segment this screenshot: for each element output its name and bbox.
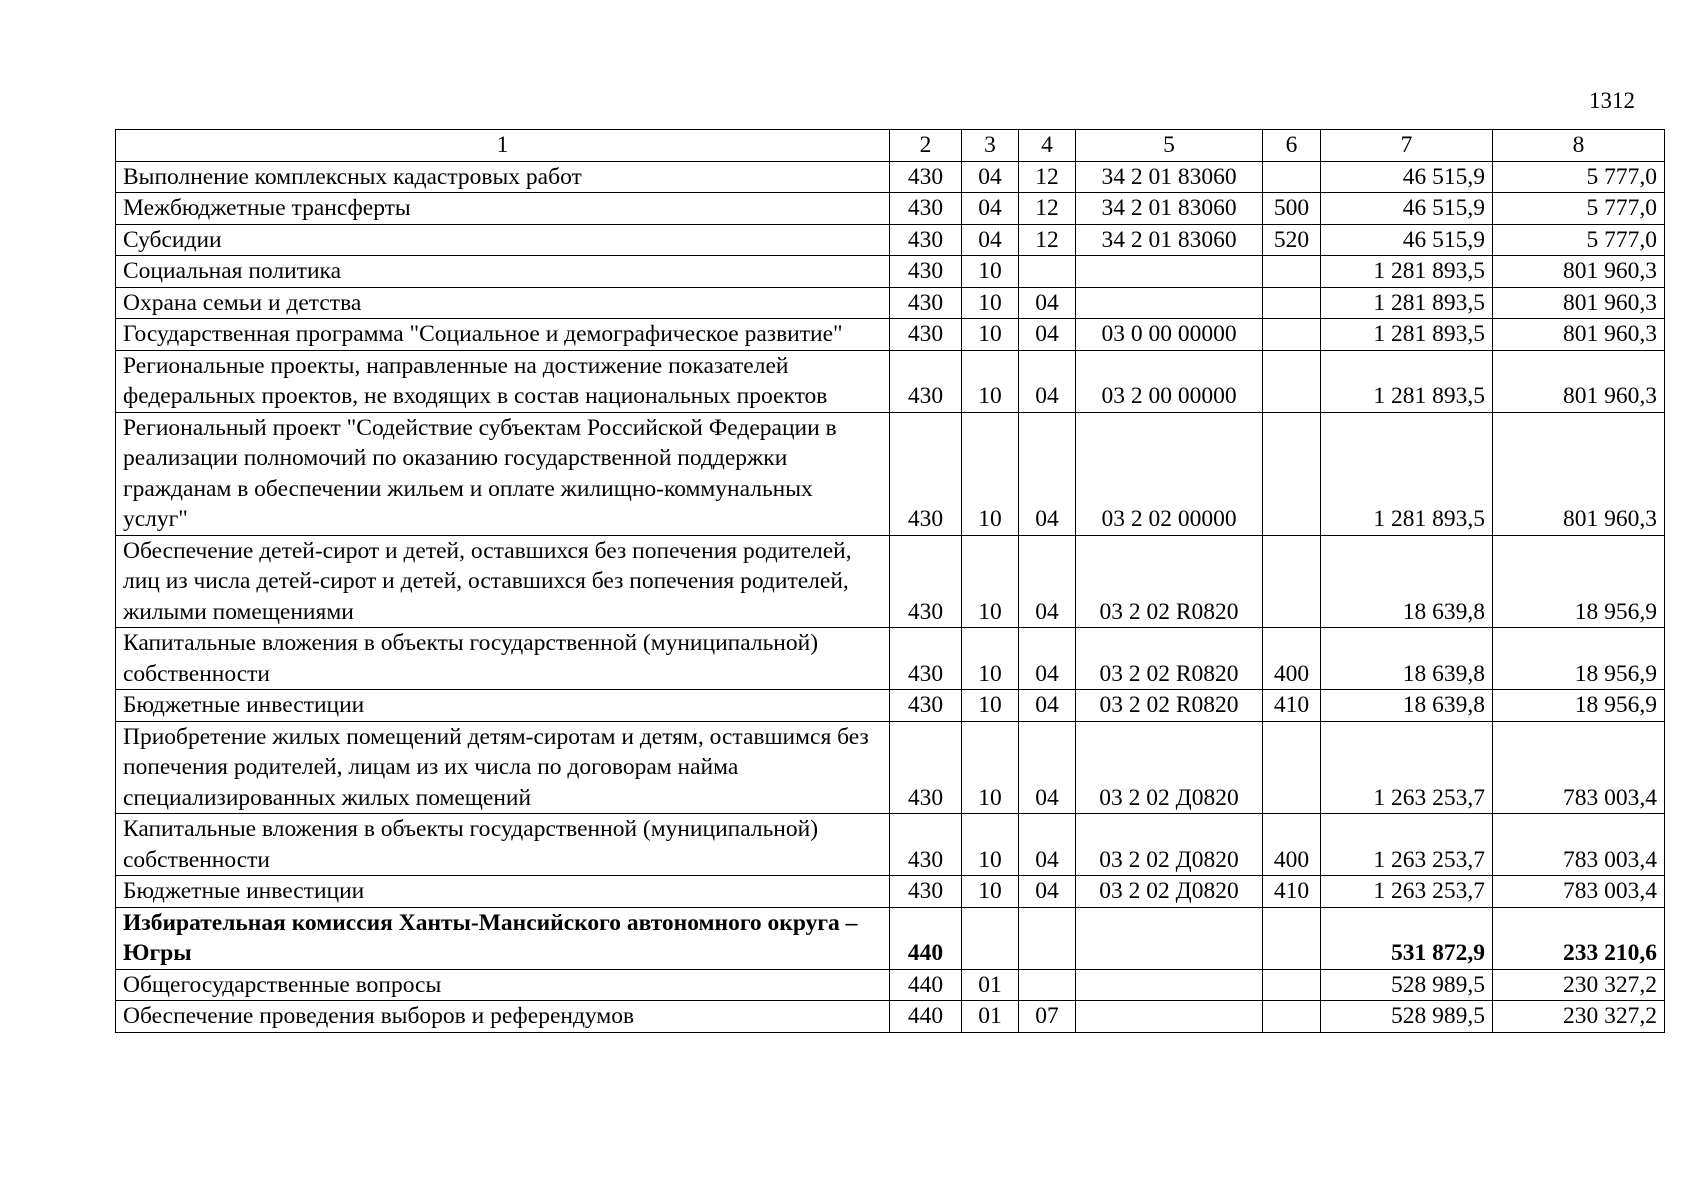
row-name-cell: Избирательная комиссия Ханты-Мансийского автономного округа – Югры [116, 907, 890, 969]
table-row [116, 350, 1665, 412]
row-subsection-cell: 04 [1019, 287, 1076, 319]
row-target-article-cell: 03 2 02 00000 [1076, 412, 1263, 535]
row-section-cell: 04 [962, 193, 1019, 225]
row-section-cell: 10 [962, 350, 1019, 412]
row-subsection-cell: 07 [1019, 1001, 1076, 1033]
row-amount-col7-cell: 46 515,9 [1321, 224, 1493, 256]
budget-table [115, 129, 1665, 1033]
column-header-1: 1 [116, 130, 890, 162]
row-amount-col7-cell: 18 639,8 [1321, 628, 1493, 690]
row-amount-col7-cell: 528 989,5 [1321, 969, 1493, 1001]
row-amount-col7-cell: 1 281 893,5 [1321, 350, 1493, 412]
row-expense-type-cell [1263, 256, 1321, 288]
row-ministry-code-cell: 430 [890, 721, 962, 814]
row-ministry-code-cell: 430 [890, 628, 962, 690]
row-expense-type-cell: 410 [1263, 876, 1321, 908]
row-subsection-cell: 12 [1019, 193, 1076, 225]
row-ministry-code-cell: 430 [890, 319, 962, 351]
row-expense-type-cell [1263, 350, 1321, 412]
row-amount-col8-cell: 18 956,9 [1493, 535, 1665, 628]
row-amount-col7-cell: 1 263 253,7 [1321, 814, 1493, 876]
table-row [116, 412, 1665, 535]
row-subsection-cell: 12 [1019, 161, 1076, 193]
row-amount-col7-cell: 1 281 893,5 [1321, 319, 1493, 351]
row-subsection-cell [1019, 969, 1076, 1001]
row-subsection-cell [1019, 907, 1076, 969]
table-row [116, 628, 1665, 690]
table-row [116, 287, 1665, 319]
row-ministry-code-cell: 430 [890, 535, 962, 628]
row-amount-col8-cell: 783 003,4 [1493, 876, 1665, 908]
row-subsection-cell: 04 [1019, 535, 1076, 628]
row-amount-col8-cell: 233 210,6 [1493, 907, 1665, 969]
row-ministry-code-cell: 430 [890, 256, 962, 288]
row-subsection-cell: 04 [1019, 721, 1076, 814]
table-row [116, 1001, 1665, 1033]
row-name-cell: Обеспечение детей-сирот и детей, оставшихся без попечения родителей, лиц из числа детей-сирот и детей, оставшихся без попечения родителей, жилыми помещениями [116, 535, 890, 628]
table-row [116, 721, 1665, 814]
row-expense-type-cell: 400 [1263, 814, 1321, 876]
row-target-article-cell: 03 0 00 00000 [1076, 319, 1263, 351]
row-subsection-cell: 12 [1019, 224, 1076, 256]
column-header-3: 3 [962, 130, 1019, 162]
row-ministry-code-cell: 430 [890, 876, 962, 908]
row-subsection-cell: 04 [1019, 876, 1076, 908]
table-row [116, 193, 1665, 225]
row-ministry-code-cell: 440 [890, 1001, 962, 1033]
row-amount-col8-cell: 5 777,0 [1493, 161, 1665, 193]
row-ministry-code-cell: 440 [890, 969, 962, 1001]
row-name-cell: Капитальные вложения в объекты государственной (муниципальной) собственности [116, 628, 890, 690]
row-amount-col8-cell: 5 777,0 [1493, 193, 1665, 225]
row-name-cell: Бюджетные инвестиции [116, 876, 890, 908]
row-section-cell: 10 [962, 319, 1019, 351]
row-name-cell: Охрана семьи и детства [116, 287, 890, 319]
row-amount-col8-cell: 783 003,4 [1493, 814, 1665, 876]
row-amount-col7-cell: 528 989,5 [1321, 1001, 1493, 1033]
table-row [116, 814, 1665, 876]
row-amount-col8-cell: 801 960,3 [1493, 256, 1665, 288]
column-header-7: 7 [1321, 130, 1493, 162]
row-name-cell: Субсидии [116, 224, 890, 256]
row-name-cell: Социальная политика [116, 256, 890, 288]
row-amount-col8-cell: 801 960,3 [1493, 350, 1665, 412]
table-row [116, 535, 1665, 628]
row-section-cell: 10 [962, 535, 1019, 628]
row-target-article-cell: 34 2 01 83060 [1076, 224, 1263, 256]
table-row [116, 876, 1665, 908]
table-row [116, 256, 1665, 288]
row-amount-col7-cell: 1 281 893,5 [1321, 412, 1493, 535]
row-ministry-code-cell: 430 [890, 814, 962, 876]
row-section-cell: 10 [962, 876, 1019, 908]
row-target-article-cell [1076, 907, 1263, 969]
row-section-cell: 04 [962, 161, 1019, 193]
row-target-article-cell: 03 2 02 Д0820 [1076, 721, 1263, 814]
row-name-cell: Обеспечение проведения выборов и референдумов [116, 1001, 890, 1033]
row-target-article-cell: 03 2 02 R0820 [1076, 628, 1263, 690]
row-ministry-code-cell: 430 [890, 412, 962, 535]
row-expense-type-cell [1263, 907, 1321, 969]
row-amount-col8-cell: 5 777,0 [1493, 224, 1665, 256]
row-name-cell: Региональный проект "Содействие субъектам Российской Федерации в реализации полномочий по оказанию государственной поддержки гражданам в обеспечении жильем и оплате жилищно-коммунальных услуг" [116, 412, 890, 535]
table-row [116, 969, 1665, 1001]
row-expense-type-cell: 520 [1263, 224, 1321, 256]
table-row [116, 907, 1665, 969]
row-section-cell: 10 [962, 628, 1019, 690]
row-name-cell: Приобретение жилых помещений детям-сиротам и детям, оставшимся без попечения родителей, лицам из их числа по договорам найма специализированных жилых помещений [116, 721, 890, 814]
table-header-row [116, 130, 1665, 162]
row-expense-type-cell [1263, 535, 1321, 628]
row-section-cell: 04 [962, 224, 1019, 256]
row-target-article-cell: 34 2 01 83060 [1076, 193, 1263, 225]
row-section-cell: 10 [962, 256, 1019, 288]
row-amount-col8-cell: 783 003,4 [1493, 721, 1665, 814]
row-target-article-cell: 03 2 02 R0820 [1076, 690, 1263, 722]
row-ministry-code-cell: 430 [890, 287, 962, 319]
row-name-cell: Государственная программа "Социальное и демографическое развитие" [116, 319, 890, 351]
row-subsection-cell: 04 [1019, 690, 1076, 722]
row-amount-col7-cell: 1 281 893,5 [1321, 287, 1493, 319]
row-name-cell: Региональные проекты, направленные на достижение показателей федеральных проектов, не входящих в состав национальных проектов [116, 350, 890, 412]
row-ministry-code-cell: 440 [890, 907, 962, 969]
row-target-article-cell: 03 2 00 00000 [1076, 350, 1263, 412]
row-amount-col7-cell: 1 263 253,7 [1321, 876, 1493, 908]
row-amount-col8-cell: 230 327,2 [1493, 969, 1665, 1001]
column-header-5: 5 [1076, 130, 1263, 162]
column-header-2: 2 [890, 130, 962, 162]
row-ministry-code-cell: 430 [890, 690, 962, 722]
row-subsection-cell [1019, 256, 1076, 288]
row-ministry-code-cell: 430 [890, 193, 962, 225]
row-section-cell: 01 [962, 1001, 1019, 1033]
row-amount-col8-cell: 18 956,9 [1493, 628, 1665, 690]
row-section-cell [962, 907, 1019, 969]
page-number: 1312 [1589, 88, 1635, 113]
row-amount-col7-cell: 1 281 893,5 [1321, 256, 1493, 288]
column-header-6: 6 [1263, 130, 1321, 162]
row-expense-type-cell [1263, 1001, 1321, 1033]
row-name-cell: Капитальные вложения в объекты государственной (муниципальной) собственности [116, 814, 890, 876]
row-expense-type-cell [1263, 721, 1321, 814]
row-ministry-code-cell: 430 [890, 350, 962, 412]
row-expense-type-cell [1263, 319, 1321, 351]
row-target-article-cell [1076, 969, 1263, 1001]
row-name-cell: Выполнение комплексных кадастровых работ [116, 161, 890, 193]
row-section-cell: 10 [962, 412, 1019, 535]
row-subsection-cell: 04 [1019, 628, 1076, 690]
row-amount-col8-cell: 801 960,3 [1493, 287, 1665, 319]
row-target-article-cell: 03 2 02 Д0820 [1076, 876, 1263, 908]
row-subsection-cell: 04 [1019, 350, 1076, 412]
table-body [116, 161, 1665, 1032]
row-amount-col8-cell: 230 327,2 [1493, 1001, 1665, 1033]
row-target-article-cell [1076, 1001, 1263, 1033]
row-target-article-cell: 03 2 02 Д0820 [1076, 814, 1263, 876]
row-name-cell: Общегосударственные вопросы [116, 969, 890, 1001]
row-target-article-cell [1076, 287, 1263, 319]
row-amount-col8-cell: 801 960,3 [1493, 319, 1665, 351]
row-ministry-code-cell: 430 [890, 224, 962, 256]
table-row [116, 224, 1665, 256]
row-target-article-cell: 03 2 02 R0820 [1076, 535, 1263, 628]
row-expense-type-cell [1263, 161, 1321, 193]
table-row [116, 161, 1665, 193]
row-section-cell: 10 [962, 721, 1019, 814]
column-header-8: 8 [1493, 130, 1665, 162]
row-target-article-cell: 34 2 01 83060 [1076, 161, 1263, 193]
row-expense-type-cell: 500 [1263, 193, 1321, 225]
row-expense-type-cell [1263, 969, 1321, 1001]
row-amount-col8-cell: 801 960,3 [1493, 412, 1665, 535]
row-amount-col8-cell: 18 956,9 [1493, 690, 1665, 722]
row-amount-col7-cell: 46 515,9 [1321, 193, 1493, 225]
row-amount-col7-cell: 1 263 253,7 [1321, 721, 1493, 814]
row-amount-col7-cell: 18 639,8 [1321, 535, 1493, 628]
row-expense-type-cell: 400 [1263, 628, 1321, 690]
row-section-cell: 01 [962, 969, 1019, 1001]
row-section-cell: 10 [962, 287, 1019, 319]
row-target-article-cell [1076, 256, 1263, 288]
table-row [116, 690, 1665, 722]
table-row [116, 319, 1665, 351]
row-subsection-cell: 04 [1019, 814, 1076, 876]
row-expense-type-cell [1263, 412, 1321, 535]
row-ministry-code-cell: 430 [890, 161, 962, 193]
row-subsection-cell: 04 [1019, 319, 1076, 351]
row-amount-col7-cell: 46 515,9 [1321, 161, 1493, 193]
row-expense-type-cell [1263, 287, 1321, 319]
row-amount-col7-cell: 18 639,8 [1321, 690, 1493, 722]
row-name-cell: Бюджетные инвестиции [116, 690, 890, 722]
row-subsection-cell: 04 [1019, 412, 1076, 535]
row-section-cell: 10 [962, 690, 1019, 722]
row-expense-type-cell: 410 [1263, 690, 1321, 722]
column-header-4: 4 [1019, 130, 1076, 162]
row-name-cell: Межбюджетные трансферты [116, 193, 890, 225]
row-section-cell: 10 [962, 814, 1019, 876]
row-amount-col7-cell: 531 872,9 [1321, 907, 1493, 969]
